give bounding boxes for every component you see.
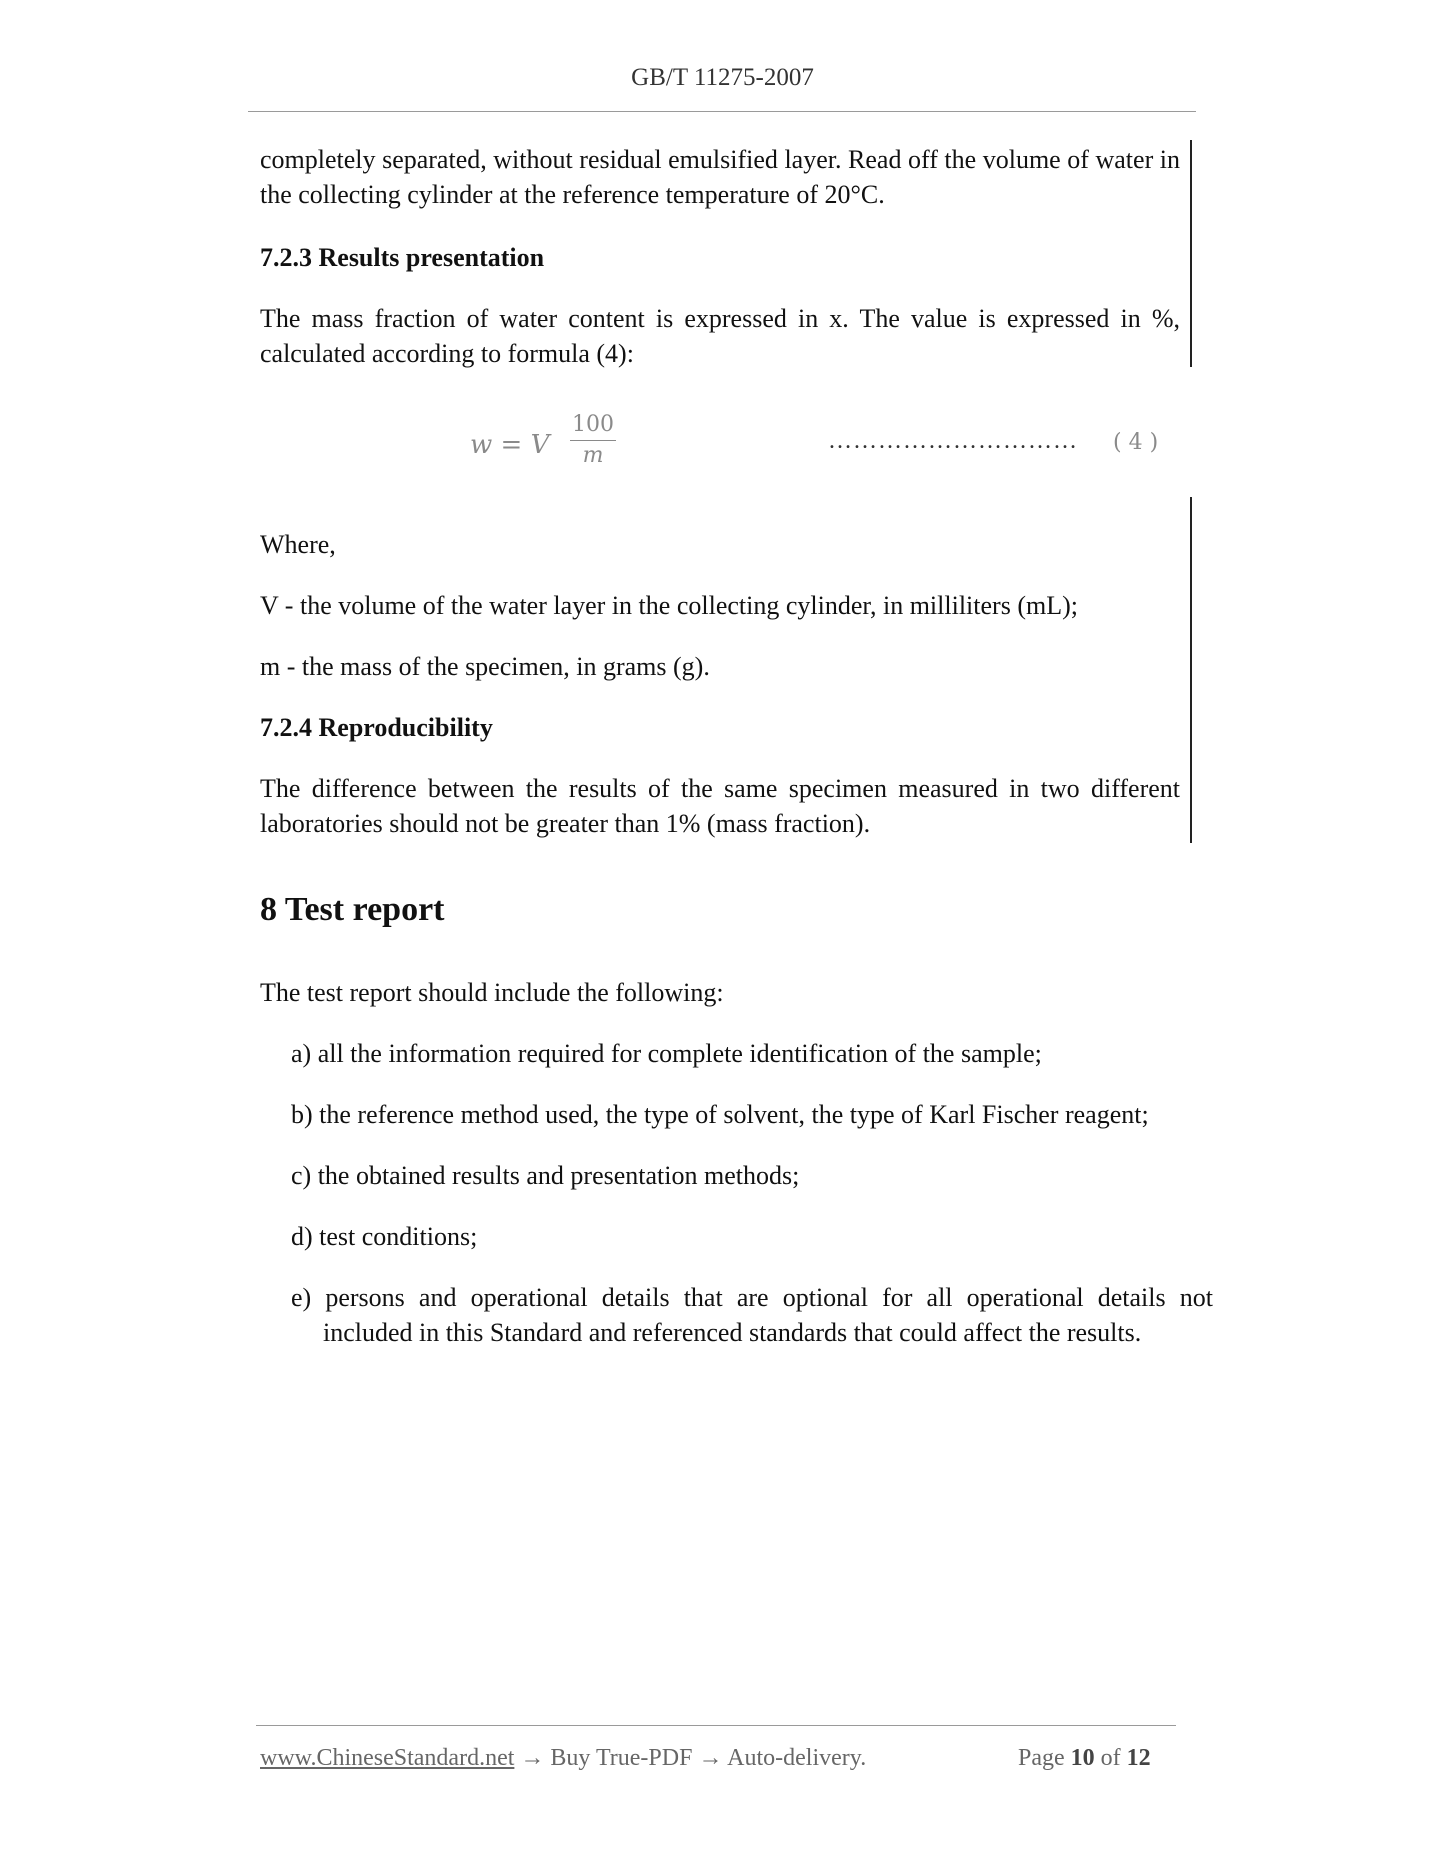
auto-delivery-text: Auto-delivery. <box>727 1745 867 1771</box>
definition-v: V - the volume of the water layer in the collecting cylinder, in milliliters (mL); <box>260 591 1078 620</box>
equation-number: ( 4 ) <box>1113 430 1159 455</box>
list-item-b: b) the reference method used, the type of solvent, the type of Karl Fischer reagent; <box>291 1100 1149 1129</box>
page-indicator <box>1018 1745 1151 1772</box>
footer-divider <box>256 1725 1176 1726</box>
formula-denominator: m <box>582 443 604 468</box>
list-item-a: a) all the information required for complete identification of the sample; <box>291 1039 1042 1068</box>
heading-7-2-3: 7.2.3 Results presentation <box>260 243 545 272</box>
heading-7-2-4: 7.2.4 Reproducibility <box>260 713 493 742</box>
website-link[interactable]: www.ChineseStandard.net <box>260 1745 515 1771</box>
paragraph-results: The mass fraction of water content is expressed in x. The value is expressed in %, calculated according to formula (4): <box>260 304 1180 368</box>
list-item-e: e) persons and operational details that are optional for all operational details not included in this Standard and referenced standards that could affect the results. <box>291 1283 1213 1347</box>
formula-fraction <box>570 412 616 469</box>
heading-8-test-report: 8 Test report <box>260 891 445 928</box>
footer-links <box>260 1745 866 1772</box>
where-label: Where, <box>260 530 336 559</box>
header-divider <box>248 111 1196 112</box>
arrow-right-icon: → <box>520 1745 545 1771</box>
equation-leader-dots: ………………………… <box>828 428 1078 454</box>
paragraph-reproducibility: The difference between the results of the same specimen measured in two different laboratories should not be greater than 1% (mass fraction). <box>260 774 1180 838</box>
page-total: 12 <box>1126 1745 1151 1771</box>
buy-true-pdf-text: Buy True-PDF <box>550 1745 693 1771</box>
list-item-d: d) test conditions; <box>291 1222 478 1251</box>
formula-numerator: 100 <box>572 412 614 437</box>
page-label: Page <box>1018 1745 1065 1771</box>
paragraph-report-intro: The test report should include the following: <box>260 978 724 1007</box>
fraction-bar <box>570 440 616 441</box>
paragraph-continuation: completely separated, without residual emulsified layer. Read off the volume of water in the collecting cylinder at the reference temperature of 20°C. <box>260 145 1180 209</box>
arrow-right-icon: → <box>698 1745 723 1771</box>
list-item-c: c) the obtained results and presentation methods; <box>291 1161 800 1190</box>
change-bar-top <box>1190 140 1192 367</box>
document-id-header: GB/T 11275-2007 <box>631 64 814 91</box>
change-bar-middle <box>1190 497 1192 843</box>
of-label: of <box>1100 1745 1121 1771</box>
definition-m: m - the mass of the specimen, in grams (g). <box>260 652 710 681</box>
formula-lhs: w = V <box>470 430 550 460</box>
page-number: 10 <box>1070 1745 1095 1771</box>
